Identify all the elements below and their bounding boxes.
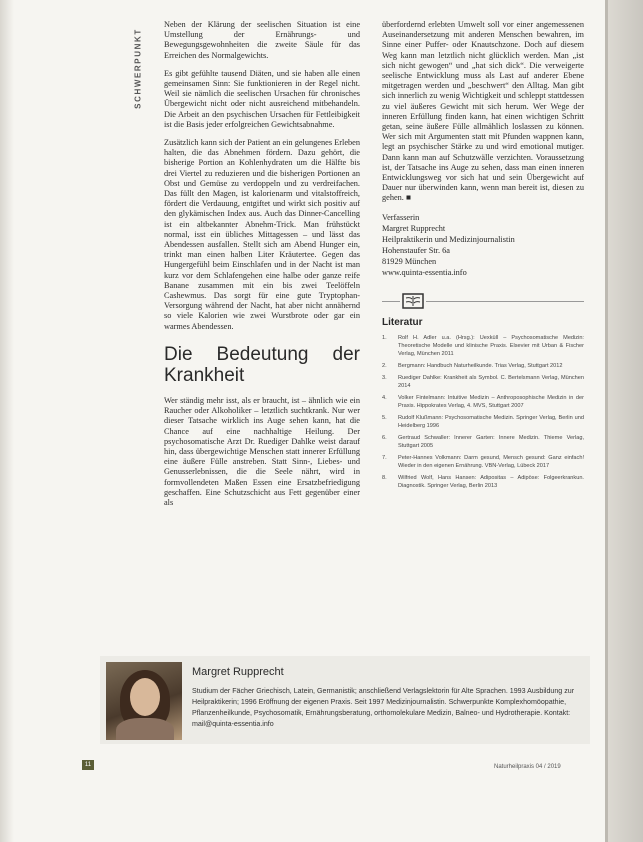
footer-issue: Naturheilpraxis 04 / 2019 <box>494 764 561 770</box>
literature-number: 5. <box>382 414 387 421</box>
literature-number: 2. <box>382 362 387 369</box>
section-heading: Die Bedeutung der Krankheit <box>164 343 360 386</box>
literature-item <box>382 474 584 490</box>
literature-item <box>382 362 584 370</box>
text-column-right <box>382 20 584 494</box>
literature-item <box>382 434 584 450</box>
literature-text: Rudolf Klußmann: Psychosomatische Medizin. Springer Verlag, Berlin und Heidelberg 1996 <box>398 414 584 429</box>
literature-number: 4. <box>382 394 387 401</box>
literature-text: Bergmann: Handbuch Naturheilkunde. Trias Verlag, Stuttgart 2012 <box>398 362 563 369</box>
literature-number: 8. <box>382 474 387 481</box>
literature-text: Rolf H. Adler u.a. (Hrsg.): Uexküll – Psychosomatische Medizin: Theoretische Modelle und klinische Praxis. Elsevier mit Urban & Fischer Verlag, München 2011 <box>398 334 584 357</box>
literature-item <box>382 454 584 470</box>
author-name: Margret Rupprecht <box>382 223 446 233</box>
literature-heading: Literatur <box>382 316 423 328</box>
section-label-text: SCHWERPUNKT <box>133 28 143 109</box>
literature-divider <box>382 290 584 312</box>
author-profession: Heilpraktikerin und Medizinjournalistin <box>382 234 515 244</box>
book-icon <box>400 290 426 312</box>
author-photo <box>106 662 182 740</box>
literature-text: Wilfried Wolf, Hans Hansen: Adipositas – Adipöse: Folgeerkrankun. Diagnostik. Springer Verlag, Berlin 2013 <box>398 474 584 489</box>
photo-face <box>130 678 160 716</box>
literature-list <box>382 334 584 490</box>
author-city: 81929 München <box>382 256 437 266</box>
literature-text: Volker Fintelmann: Intuitive Medizin – Anthroposophische Medizin in der Praxis. Hippokrates Verlag, 4. MVS, Stuttgart 2007 <box>398 394 584 409</box>
author-street: Hohenstaufer Str. 6a <box>382 245 450 255</box>
author-bio-box <box>100 656 590 744</box>
bio-text: Studium der Fächer Griechisch, Latein, Germanistik; anschließend Verlagslektorin für Alte Sprachen. 1993 Ausbildung zur Heilpraktikerin; 1996 Eröffnung der eigenen Praxis. Seit 1997 Medizinjournalistin. Schwerpunkte Komplexhomöopathie, Pflanzenheilkunde, Psychosomatik, Ernährungsberatung, orthomolekulare Medizin, Balneo- und Hydrotherapie. Kontakt: mail@quinta-essentia.info <box>192 687 575 728</box>
paragraph: Zusätzlich kann sich der Patient an ein gelungenes Erleben halten, die das Abnehmen fördern. Dazu gehört, die bisherige Portion an Kohlenhydraten um die Hälfte bis drei Viertel zu reduzieren und die bisherigen Portionen an Obst und Gemüse zu verdoppeln und zu verdreifachen. Das füllt den Magen, ist kalorienarm und vitalstoffreich, fördert die Verdauung, entgiftet und wirkt sich positiv auf den glykämischen Index aus. Auch das Dinner-Cancelling ist ein altbekannter Abnehm-Trick. Man frühstückt normal, isst ein übliches Mittagessen – und lässt das Abendessen ausfallen. Stellt sich am Abend Hunger ein, trinkt man einen halben Liter Kräutertee. Gegen das Hungergefühl beim Einschlafen und in der Nacht ist man kurz vor dem Schlafengehen eine halbe oder ganze reife Banane zusammen mit ein bis zwei Teelöffeln Cashewmus. Das sorgt für eine gute Tryptophan-Versorgung während der Nacht, hat aber nicht annähernd so viele Kalorien wie zwei Wurstbrote oder gar ein warmes Abendessen. <box>164 138 360 331</box>
author-heading: Verfasserin <box>382 212 420 222</box>
literature-text: Gertraud Schwaller: Innerer Garten: Innere Medizin. Thieme Verlag, Stuttgart 2005 <box>398 434 584 449</box>
literature-text: Ruediger Dahlke: Krankheit als Symbol. C. Bertelsmann Verlag, München 2014 <box>398 374 584 389</box>
section-label <box>128 20 148 130</box>
page-number: 11 <box>82 760 94 770</box>
paragraph: Neben der Klärung der seelischen Situation ist eine Umstellung der Ernährungs- und Bewegungsgewohnheiten die zweite Säule für das Erreichen des Normalgewichts. <box>164 20 360 60</box>
paragraph: überfordernd erlebten Umwelt soll vor einer angemessenen Auseinandersetzung mit anderen Menschen bewahren, im Sinne einer Puffer- oder Knautschzone. Doch auf diesem Weg kann man letztlich nicht glücklich werden. Man „ist sich nicht gewogen“ und „hat sich dick“. Die verweigerte seelische Entwicklung muss als Last auf anderer Ebene mitgetragen werden und „beschwert“ den Alltag. Man gibt sich innerlich zu wenig Wichtigkeit und schleppt stattdessen zu viel äußeres Gewicht mit sich herum. Wer Wege der inneren Erfüllung finden kann, hat einen wichtigen Schritt getan, seine äußere Fülle allmählich loslassen zu können. Wer sich mit Argumenten statt mit Pfunden wappnen kann, legt an psychischer Stärke zu und wird emotional mutiger. Dann kann man auf Schutzwälle verzichten. Voraussetzung ist, der Tatsache ins Auge zu sehen, dass man einen inneren Entwicklungsweg vor sich hat und sein Übergewicht auf Dauer nur überwinden kann, wenn man bereit ist, diesen zu gehen. ■ <box>382 20 584 203</box>
bio-name: Margret Rupprecht <box>192 666 284 678</box>
literature-item <box>382 414 584 430</box>
author-website[interactable]: www.quinta-essentia.info <box>382 267 467 277</box>
literature-number: 7. <box>382 454 387 461</box>
literature-item <box>382 394 584 410</box>
paragraph: Wer ständig mehr isst, als er braucht, ist – ähnlich wie ein Raucher oder Alkoholiker – letztlich suchtkrank. Nur wer dieser Tatsache wirklich ins Auge sehen kann, hat die Chance auf eine nachhaltige Heilung. Der psychosomatische Arzt Dr. Ruediger Dahlke weist darauf hin, dass übergewichtige Menschen statt innerer Erfüllung eine äußere Fülle anstreben. Statt Sinn-, Liebes- und Genusserlebnissen, die die Seele nährt, wird in formvollendeten Maßen Essen eine Ersatzbefriedigung geschaffen. Eine Schutzschicht aus Fett gegenüber einer als <box>164 395 360 507</box>
literature-text: Peter-Hannes Volkmann: Darm gesund, Mensch gesund: Ganz einfach! Wieder in den eigenen Ernährung. VBN-Verlag, Lübeck 2017 <box>398 454 584 469</box>
paragraph: Es gibt gefühlte tausend Diäten, und sie haben alle einen gemeinsamen Sinn: Sie funktionieren in der Regel nicht. Weil sie nämlich die seelischen Ursachen für chronisches Übergewicht nicht oder nicht ausreichend mitbehandeln. Die Arbeit an den psychischen Ursachen für Fettleibigkeit ist die Basis jeder erfolgreichen Gewichtsabnahme. <box>164 68 360 129</box>
literature-item <box>382 334 584 358</box>
literature-item <box>382 374 584 390</box>
literature-number: 1. <box>382 334 387 341</box>
text-column-left <box>164 20 360 516</box>
literature-number: 3. <box>382 374 387 381</box>
photo-shirt <box>116 718 174 740</box>
next-page-shadow <box>608 0 643 842</box>
author-block <box>382 212 584 278</box>
binding-shadow <box>0 0 14 842</box>
literature-number: 6. <box>382 434 387 441</box>
